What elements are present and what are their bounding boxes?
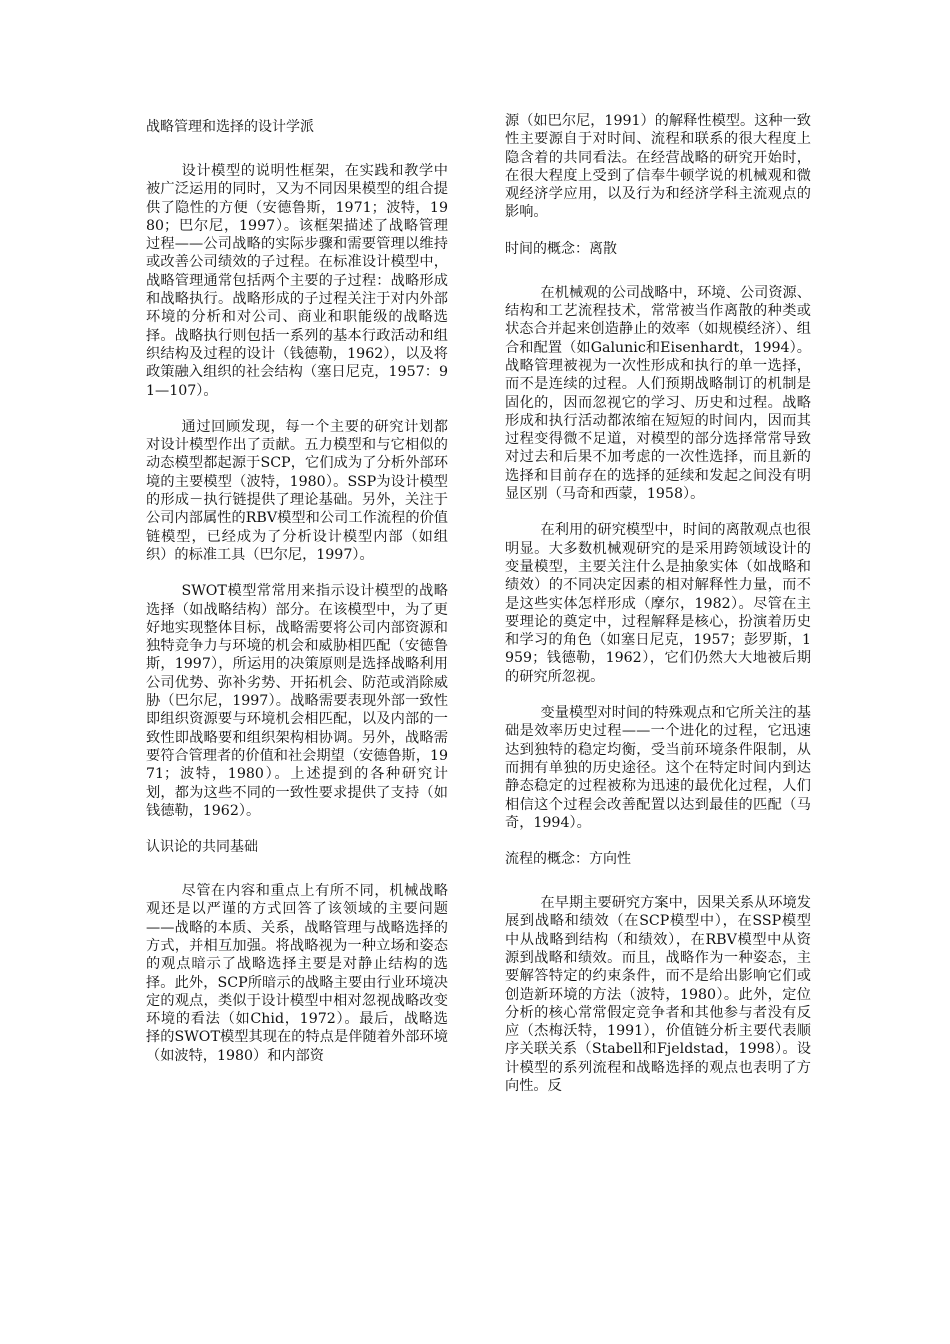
paragraph: 通过回顾发现，每一个主要的研究计划都对设计模型作出了贡献。五力模型和与它相似的动态模型都起源于SCP，它们成为了分析外部环境的主要模型（波特，1980）。SSP为设计模型的形成－执行链提供了理论基础。另外，关注于公司内部属性的RBV模型和公司工作流程的价值链模型，已经成为了分析设计模型内部（如组织）的标准工具（巴尔尼，1997）。: [146, 418, 448, 563]
right-column: [505, 112, 811, 1113]
paragraph: 在机械观的公司战略中，环境、公司资源、结构和工艺流程技术，常常被当作离散的种类或状态合并起来创造静止的效率（如规模经济）、组合和配置（如Galunic和Eisenhardt，1994）。战略管理被视为一次性形成和执行的单一选择，而不是连续的过程。人们预期战略制订的机制是固化的，因而忽视它的学习、历史和过程。战略形成和执行活动都浓缩在短短的时间内，因而其过程变得微不足道，对模型的部分选择常常导致对过去和后果不加考虑的一次性选择，而且新的选择和目前存在的选择的延续和发起之间没有明显区别（马奇和西蒙，1958）。: [505, 284, 811, 503]
paragraph-continued: 源（如巴尔尼，1991）的解释性模型。这种一致性主要源自于对时间、流程和联系的很大程度上隐含着的共同看法。在经营战略的研究开始时，在很大程度上受到了信奉牛顿学说的机械观和微观经济学应用，以及行为和经济学科主流观点的影响。: [505, 113, 811, 221]
paragraph: 设计模型的说明性框架，在实践和教学中被广泛运用的同时，又为不同因果模型的组合提供了隐性的方便（安德鲁斯，1971；波特，1980；巴尔尼，1997）。该框架描述了战略管理过程——公司战略的实际步骤和需要管理以维持或改善公司绩效的子过程。在标准设计模型中，战略管理通常包括两个主要的子过程：战略形成和战略执行。战略形成的子过程关注于对内外部环境的分析和对公司、商业和职能级的战略选择。战略执行则包括一系列的基本行政活动和组织结构及过程的设计（钱德勒，1962），以及将政策融入组织的社会结构（塞日尼克，1957：91—107）。: [146, 163, 448, 399]
paragraph: 在早期主要研究方案中，因果关系从环境发展到战略和绩效（在SCP模型中），在SSP模型中从战略到结构（和绩效），在RBV模型中从资源到战略和绩效。而且，战略作为一种姿态，主要解答特定的约束条件，而不是给出影响它们或创造新环境的方法（波特，1980）。此外，定位分析的核心常常假定竞争者和其他参与者没有反应（杰梅沃特，1991），价值链分析主要代表顺序关联关系（Stabell和Fjeldstad，1998）。设计模型的系列流程和战略选择的观点也表明了方向性。反: [505, 895, 811, 1095]
section-heading-process: 流程的概念：方向性: [505, 851, 631, 868]
paragraph: 在利用的研究模型中，时间的离散观点也很明显。大多数机械观研究的是采用跨领域设计的变量模型，主要关注什么是抽象实体（如战略和绩效）的不同决定因素的相对解释性力量，而不是这些实体怎样形成（摩尔，1982）。尽管在主要理论的奠定中，过程解释是核心，扮演着历史和学习的角色（如塞日尼克，1957；彭罗斯，1959；钱德勒，1962），它们仍然大大地被后期的研究所忽视。: [505, 522, 811, 685]
left-column: [146, 112, 448, 1083]
paragraph: 变量模型对时间的特殊观点和它所关注的基础是效率历史过程——一个进化的过程，它迅速达到独特的稳定均衡，受当前环境条件限制，从而拥有单独的历史途径。这个在特定时间内到达静态稳定的过程被称为迅速的最优化过程，人们相信这个过程会改善配置以达到最佳的匹配（马奇，1994）。: [505, 705, 811, 831]
paragraph: 尽管在内容和重点上有所不同，机械战略观还是以严谨的方式回答了该领域的主要问题——战略的本质、关系，战略管理与战略选择的方式，并相互加强。将战略视为一种立场和姿态的观点暗示了战略选择主要是对静止结构的选择。此外，SCP所暗示的战略主要由行业环境决定的观点，类似于设计模型中相对忽视战略改变环境的看法（如Chid，1972）。最后，战略选择的SWOT模型其现在的特点是伴随着外部环境（如波特，1980）和内部资: [146, 883, 448, 1064]
section-heading-epistemology: 认识论的共同基础: [146, 839, 258, 856]
section-heading-time: 时间的概念：离散: [505, 240, 617, 257]
paragraph: SWOT模型常常用来指示设计模型的战略选择（如战略结构）部分。在该模型中，为了更好地实现整体目标，战略需要将公司内部资源和独特竞争力与环境的机会和威胁相匹配（安德鲁斯，1997），所运用的决策原则是选择战略利用公司优势、弥补劣势、开拓机会、防范或消除威胁（巴尔尼，1997）。战略需要表现外部一致性即组织资源要与环境机会相匹配，以及内部的一致性即战略要和组织架构相协调。另外，战略需要符合管理者的价值和社会期望（安德鲁斯，1971；波特，1980）。上述提到的各种研究计划，都为这些不同的一致性要求提供了支持（如钱德勒，1962）。: [146, 583, 448, 819]
section-heading-design-school: 战略管理和选择的设计学派: [146, 119, 314, 135]
